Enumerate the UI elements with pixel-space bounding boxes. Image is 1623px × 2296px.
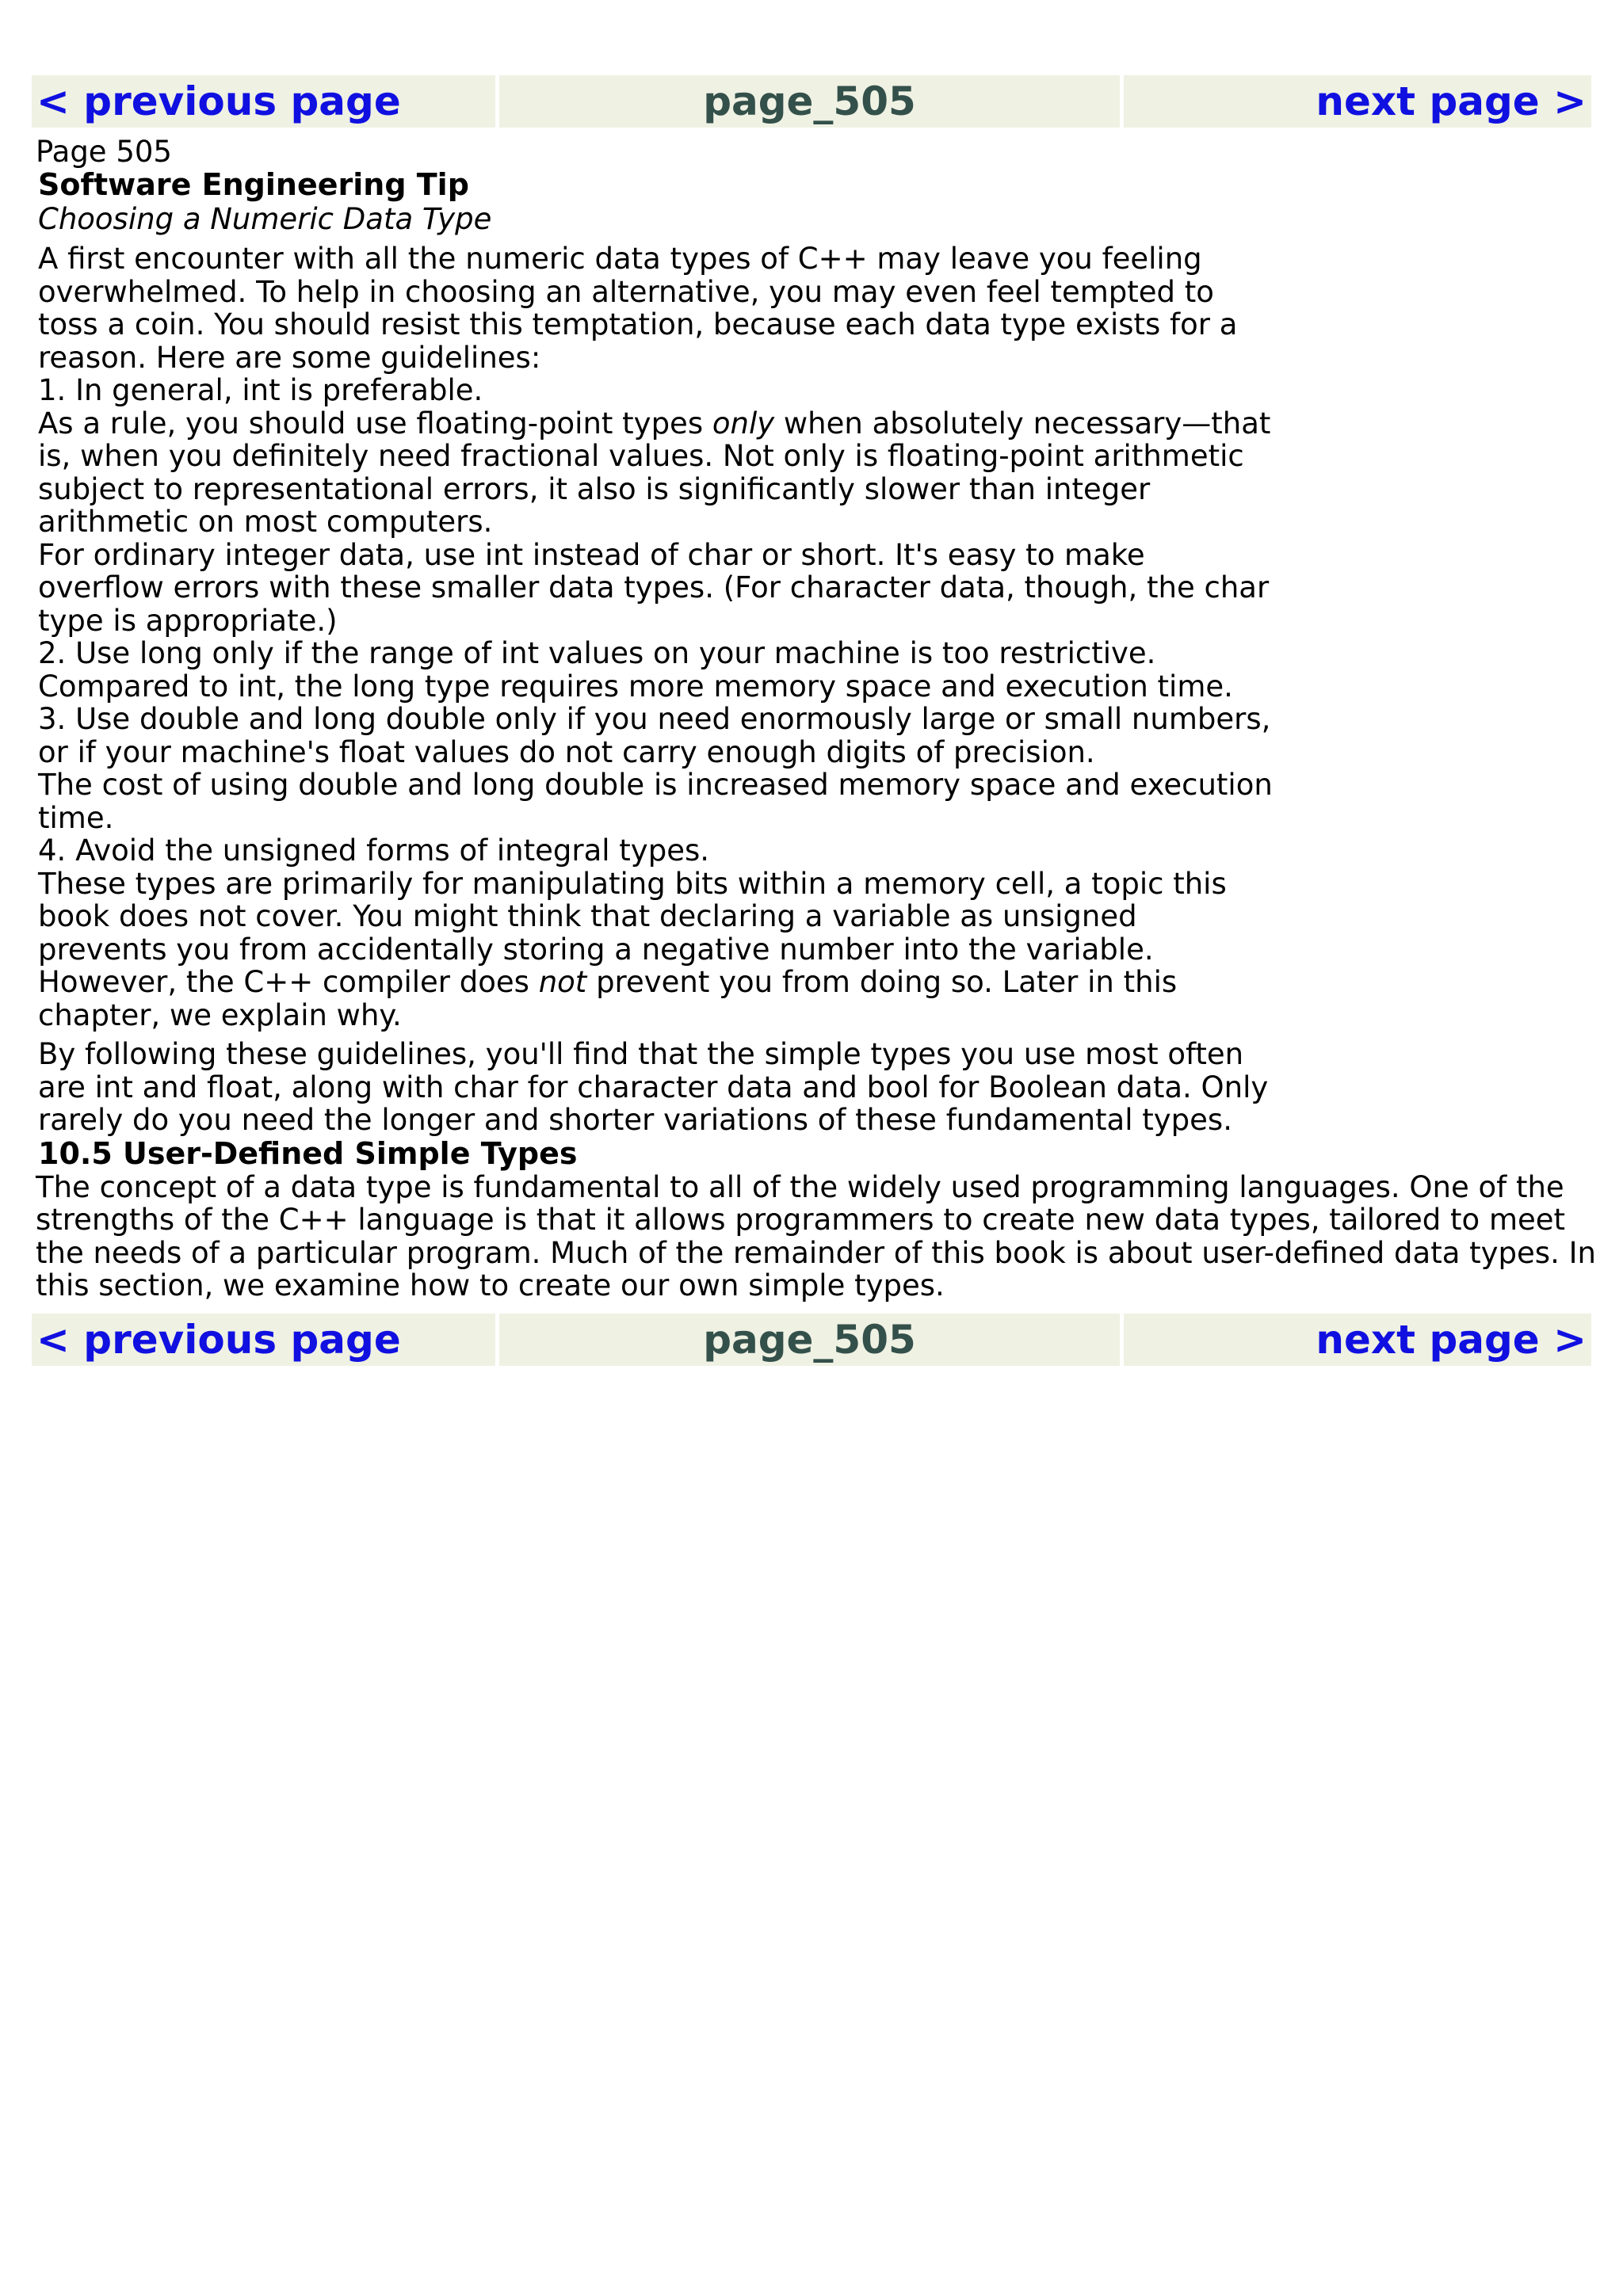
top-navigation-bar: [32, 75, 1597, 128]
guideline-2: 2. Use long only if the range of int values on your machine is too restrictive.: [38, 636, 1156, 670]
software-engineering-tip-box: [36, 168, 1274, 1137]
guideline-4: 4. Avoid the unsigned forms of integral types.: [38, 833, 709, 868]
tip-title: Software Engineering Tip: [38, 167, 469, 202]
tip-intro-paragraph: A first encounter with all the numeric data types of C++ may leave you feeling overwhelmed. To help in choosing an alternative, you may even feel tempted to toss a coin. You should resist this temptation, because each data type exists for a reason. Here are some guidelines:: [38, 242, 1238, 375]
previous-page-link[interactable]: < previous page: [32, 75, 495, 128]
guideline-4-detail: [38, 868, 1274, 1032]
guideline-3: 3. Use double and long double only if you need enormously large or small numbers, or if your machine's float values do not carry enough digits of precision.: [38, 702, 1271, 769]
guideline-4-detail-end: prevent you from doing so. Later in this chapter, we explain why.: [38, 965, 1178, 1032]
section-heading: 10.5 User-Defined Simple Types: [38, 1135, 578, 1171]
guideline-1-detail-a-end: when absolutely necessary—that is, when you definitely need fractional values. Not only is floating-point arithmetic subject to representational errors, it also is significantly slower than integer arithmetic on most computers.: [38, 406, 1271, 539]
page-id-label-bottom: page_505: [499, 1314, 1120, 1366]
guideline-1-detail-b: For ordinary integer data, use int instead of char or short. It's easy to make overflow errors with these smaller data types. (For character data, though, the char type is appropriate.): [38, 537, 1270, 638]
section-body-paragraph: The concept of a data type is fundamental to all of the widely used programming languages. One of the strengths of the C++ language is that it allows programmers to create new data types, tailored to meet the needs of a particular program. Much of the remainder of this book is about user-defined data types. In this section, we examine how to create our own simple types.: [36, 1169, 1596, 1302]
guideline-1-detail-a: [38, 407, 1274, 539]
next-page-link-bottom[interactable]: next page >: [1124, 1314, 1591, 1366]
previous-page-link-bottom[interactable]: < previous page: [32, 1314, 495, 1366]
page-content: [32, 128, 1597, 1302]
guideline-3-detail: The cost of using double and long double is increased memory space and execution time.: [38, 768, 1273, 835]
bottom-navigation-bar: [32, 1314, 1597, 1366]
guideline-1-detail-a-start: As a rule, you should use floating-point types: [38, 406, 712, 441]
tip-closing-paragraph: By following these guidelines, you'll find that the simple types you use most often are int and float, along with char for character data and bool for Boolean data. Only rarely do you need the longer and shorter variations of these fundamental types.: [38, 1037, 1269, 1137]
page-number-text: Page 505: [36, 135, 172, 169]
tip-subtitle: Choosing a Numeric Data Type: [38, 202, 492, 236]
guideline-4-emphasis: not: [538, 965, 587, 999]
guideline-1: 1. In general, int is preferable.: [38, 373, 483, 407]
guideline-2-detail: Compared to int, the long type requires more memory space and execution time.: [38, 669, 1233, 704]
page-container: [32, 75, 1597, 1366]
next-page-link[interactable]: next page >: [1124, 75, 1591, 128]
page-id-label: page_505: [499, 75, 1120, 128]
guideline-1-emphasis: only: [712, 406, 775, 441]
guideline-4-detail-start: These types are primarily for manipulating bits within a memory cell, a topic this book does not cover. You might think that declaring a variable as unsigned prevents you from accidentally storing a negative number into the variable. However, the C++ compiler does: [38, 866, 1227, 999]
